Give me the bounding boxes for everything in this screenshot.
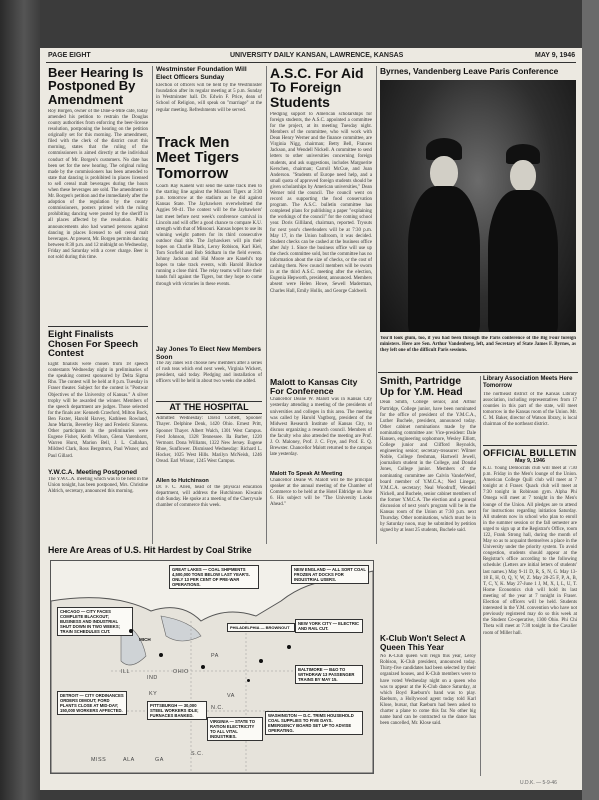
label-mich: MICH	[139, 637, 151, 642]
state-ala: ALA	[123, 757, 135, 763]
note-chicago: CHICAGO — CITY FACES COMPLETE BLACKOUT; BUSINESS AND INDUSTRIAL SHUT DOWN IN TWO WEEKS; TRAIN SCHEDULES CUT.	[57, 607, 133, 636]
face-right	[510, 160, 536, 192]
column-rule	[480, 376, 481, 776]
column-rule	[266, 66, 267, 544]
headline-speech-contest: Eight Finalists Chosen For Speech Contest	[48, 328, 139, 360]
column-1	[48, 66, 148, 507]
marker-new-york	[287, 645, 291, 649]
page-label: PAGE EIGHT	[48, 52, 91, 59]
note-virginia: VIRGINIA — STATE TO RATION ELECTRICITY TO ALL VITAL INDUSTRIES.	[207, 717, 263, 741]
note-detroit: DETROIT — CITY ORDINANCES ORDERS DIMOUT; FORD PLANTS CLOSE AT MID-DAY; 150,000 WORKERS AFFECTED.	[57, 691, 127, 715]
article-library: The northeast district of the Kansas Library association, including representatives from 17 counties in this part of the state, will meet tomorrow in the Kansas room of the Union. Mr. C. M. Baker, director of Watson library, is local chairman of the northeast district.	[483, 391, 577, 428]
photo-byrnes-vandenberg	[380, 80, 576, 332]
article-track: Coach Ray Kanehl will send the same track men to the starting line against the Missouri Tigers at 3:30 p.m. tomorrow at the stadium as he did against Kansas State. The Jayhawkers overwhelmed the Aggies 90-41. The contest will be the Jayhawkers' last meet before next week's conference carnival in Lincoln and will offer a good chance to compare K.U. strength with that of Missouri. Kansas hopes to use its winning weight pattern for its third consecutive outdoor dual title. The Jayhawkers will pin their hopes on Charlie Black, Leroy Robison, Karl Kiel, Tom Scofield and Bob Stidham in the field events. Johnny Jackson and Hal Moore are Kanehl's top hopes to take track events, with Harold Bischoe running a close third. The relay teams will have their hands full against the Tigers, but they hope to come through with victories in these events.	[156, 184, 262, 287]
article-jay-janes: The Jay Janes will choose new members after a series of rush teas which end next week, Virginia Wickert, president, said today. Pledging and installation of officers will be held in about two weeks she added.	[156, 361, 262, 385]
article-ymca: Dean Smith, College senior, and Arthur Partridge, College junior, have been nominated for the office of president of the Y.M.C.A., Luther Buchele, president, announced today. Other cabinet nominations made by the nominating committee are: Vice-president: Dale Hansen, engineering sophomore, Wesley Elliott, College junior and Clifford Reynolds, engineering senior; secretary-treasurer: Wilmer Noble, College freshman, Hartwell Jewell, journalism student in the College, and Donald Jones, College junior. Members of the nominating committee are Calvin VanderWerf, board member of Y.M.C.A.; Ned Linegar, Y.M.C.A. secretary; Neal Woodruff, Wendell Nickell, and Buchele, senior cabinet members of the former Y.M.C.A. The election and a general discussion of next year's program will be in the Kansas room of the Union at 7:30 p.m. next Thursday. Other nominations, which must be in by Saturday noon, may be submitted by petition signed by at least 25 students, Buchele said.	[380, 400, 476, 534]
article-malott: Chancellor Deane W. Malott was in Kansas City yesterday attending a meeting of the presidents of universities and colleges in this area. The meeting was called by Harold Vagtborg, president of the Midwest Research Institute of Kansas City, to discuss organizing a research council. Members of the faculty who also attended the meeting are Prof. J. O. Maloney, Prof. J. C. Frye, and Prof. E. Q. Brewster. Chancellor Malott returned to the campus late yesterday.	[270, 397, 372, 458]
hospital-title: AT THE HOSPITAL	[156, 401, 262, 414]
paper-line: UNIVERSITY DAILY KANSAN, LAWRENCE, KANSAS	[230, 52, 404, 59]
headline-library: Library Association Meets Here Tomorrow	[483, 376, 573, 389]
bulletin-date: May 9, 1946	[515, 457, 545, 464]
state-sc: S.C.	[191, 751, 204, 757]
state-ohio: OHIO	[173, 669, 189, 675]
note-new-york: NEW YORK CITY — ELECTRIC AND RAIL CUT.	[295, 619, 363, 633]
state-ga: GA	[155, 757, 164, 763]
hospital-list: Admitted Wednesday: David Corbett, Spooner Thayer. Delphine Denk, 1420 Ohio. Ernest Pritt, Spooner Thayer. Albert Walch, 1301 West Campus. Fred Johnson, 1328 Tennessee. Ila Barber, 1220 Vermont. Dona Williams, 1322 New Jersey. Eugene Rhoe, Sunflower. Dismissed Wednesday: Richard L. Hocker, 1025 West Hills. Marilyn McNeish, 1246 Oread. Earl Winsor, 1245 West Campus.	[156, 416, 262, 465]
article-westminster: Election of officers will be held by the Westminster foundation after its regular meeting at 5 p.m. Sunday in Westminster hall. Dr. Edwin F. Price, dean of School of Religion, will speak on "marriage" at the regular meeting. Refreshments will be served.	[156, 83, 262, 113]
headline-track: Track Men Meet Tigers Tomorrow	[156, 134, 240, 182]
state-va: VA	[227, 693, 235, 699]
marker-washington	[247, 679, 250, 682]
footer-stamp: U.D.K. — 5-9-46	[520, 780, 557, 786]
page-edge-shadow	[582, 0, 599, 800]
note-great-lakes: GREAT LAKES — COAL SHIPMENTS 4,500,000 TONS BELOW LAST YEAR'S. ONLY 13 PER CENT OF PRE-WAR OPERATIONS.	[169, 565, 259, 589]
article-asc: Pledging support to American scholarships for foreign students, the A.S.C. appointed a committee for the project, at its meeting Tuesday night. Members of the committee, who will work with Dean Henry Werner and the finance committee, are Virginia Nigg, chairman; Betty Bell, Frances Jackson, and Wendell Nickell. A committee to send letters to other universities concerning foreign students, and ask suggestions, includes Marguerite Kerschen, chairman; Carroll McCue, and Joan Anderson. "Students of Europe need help, and a small quota of approved foreign students should be given scholarships by American universities," Dean Werner told the council. The council went on record as supporting the food conservation program. The A.S.C. bulletin committee has completed plans for publishing a paper "explaining the workings of the council" for the coming school year. Doris Gilliland, chairman, reported. Tryouts for next year's cheerleaders will be at 7:30 p.m. May 17, in the Union ballroom, it was decided. Student checks can be cashed at the business office after July 1. Since the business office will use up the check committee sold, but the committee has no information about the size of checks, or the cost of cashing them. New council members will be sworn in at the third A.S.C. meeting after the election, Eugenia Hepworth, president, announced. Members absent were Helen Howe, Sewell Maderman, Charles Hall, Emily Hollis, and George Caldwell.	[270, 111, 372, 294]
marker-pittsburgh	[201, 665, 205, 669]
article-malott-speak: Chancellor Deane W. Malott will be the principal speaker at the annual meeting of the Chamber of Commerce to be held at the Hotel Eldridge on June 6. His subject will be "The University Looks Ahead."	[270, 477, 372, 508]
article-allen: Dr. F. C. Allen, head of the physical education department, will address the Hutchinson Kiwanis club Sunday. He spoke at a meeting of the Cherryvale chamber of commerce this week.	[156, 484, 262, 509]
state-ind: IND	[147, 675, 158, 681]
headline-malott-speak: Malott To Speak At Meeting	[270, 471, 343, 478]
headline-beer-hearing: Beer Hearing Is Postponed By Amendment	[48, 65, 144, 107]
newspaper-page	[40, 48, 582, 790]
headline-westminster: Westminster Foundation Will Elect Officers Sunday	[156, 66, 247, 81]
marker-philadelphia	[259, 659, 263, 663]
photo-block	[378, 66, 578, 354]
photo-headline: Byrnes, Vandenberg Leave Paris Conference	[380, 66, 559, 76]
state-ky: KY	[149, 691, 158, 697]
map-title: Here Are Areas of U.S. Hit Hardest by Coal Strike	[48, 545, 252, 555]
face-left	[430, 156, 458, 190]
note-philadelphia: PHILADELPHIA — BROWNOUT	[227, 623, 295, 632]
column-4	[380, 376, 476, 776]
figure-byrnes	[488, 190, 558, 332]
article-beer-hearing: Roy Borgen, owner of the Dine-a-Mite cafe, today amended his petition to restrain the Douglas county authorities from enforcing the beer-license resolution, postponing the hearing on the petition originally set for this morning. The amendment, filed with the clerk of the district court this morning, states that the ruling of the commissioners is aimed directly at the individual conduct of Mr. Borgen's customers. No date has been set for the new hearing. The original ruling made by the commissioners has been amended to state that dancing is prohibited in places licensed to sell cereal malt beverages during the hours when these beverages are sold. The amendment to Mr. Borgen's petition and the immediately after the adoption of the regulation by the county commissioners, posters printed with the ruling prohibiting dancing were posted by the sheriff in all places affected by the resolution. Public announcements also had warned persons against dancing in places licensed to sell cereal malt beverages. At present, Mr. Borgen permits dancing between 8:30 p.m. and 12 midnight on Wednesday, Friday and Saturday with a cover charge. Beer is not sold during this time.	[48, 108, 148, 260]
column-rule	[152, 66, 153, 544]
state-ill: ILL	[121, 669, 130, 675]
column-2	[156, 66, 262, 517]
photo-caption: You'll look glum, too, if you had been through the Paris conference of the Big Four foreign ministers. Here are Sen. Arthur Vandenberg, left, and Secretary of State James F. Byrnes, as they left one of the difficult Paris sessions.	[380, 336, 576, 354]
headline-allen: Allen to Hutchinson	[156, 478, 209, 485]
headline-jay-janes: Jay Jones To Elect New Members Soon	[156, 346, 262, 361]
column-rule	[376, 66, 377, 544]
state-miss: MISS	[91, 757, 107, 763]
column-3	[270, 66, 372, 520]
masthead-rule	[46, 62, 576, 63]
figure-vandenberg	[408, 186, 480, 332]
marker-detroit	[159, 653, 163, 657]
divider	[48, 326, 148, 327]
article-ywca: The Y.W.C.A. meeting which was to be held in the Union tonight, has been postponed, Mrs. Christine Aldrich, secretary, announced this morning.	[48, 476, 148, 494]
binding-edge	[0, 0, 40, 800]
headline-asc: A.S.C. For Aid To Foreign Students	[270, 65, 364, 110]
bulletin-body: K.U. Young Democrats club will meet at 7:30 p.m. Friday in the Men's lounge of the Union. American College Quill club will meet at 7 tonight at 4 Fraser. Quack club will meet at 7:30 tonight in Robinson gym. Alpha Phi Omega will meet at 7 tonight in the Men's lounge of the Union. All pledges are to attend for instructions regarding initiation Saturday. All students now in school who plan to enroll in the summer session or the fall semester are urged to sign up at the Registrar's Office, room 122, Frank Strong hall, during the month of May so as to acquaint themselves a place in the University under the priority system. To avoid congestion, students should appear at the Registrar's office according to the following schedule: (Letters are initial letters of students' last names.) May 9-11 D, R, S, N, G. May 13-18 E, H, O, Q, V, W, Z. May 20-25 F, P, A, B, T, C, Y, K. May 27-June 1 J, M, X, I, L, U, T. Home Economics club will hold its last meeting of the year at 7 tonight in Fraser. Election of officers will be held. Students interested in the Y.M. convention who have not previously registered may do so this week at the Student Co-operative, 1300 Ohio. Phi Chi Theta will meet at 7:30 tonight in the Cavalier room of Miller hall.	[483, 465, 577, 636]
bulletin-title: OFFICIAL BULLETIN	[483, 445, 577, 458]
state-nc: N.C.	[211, 705, 224, 711]
marker-chicago	[129, 629, 133, 633]
state-pa: PA	[211, 653, 219, 659]
headline-kclub: K-Club Won't Select A Queen This Year	[380, 634, 466, 652]
headline-malott: Malott to Kansas City For Conference	[270, 376, 358, 396]
headline-ymca: Smith, Partridge Up for Y.M. Head	[380, 375, 463, 398]
coal-strike-map	[50, 560, 374, 774]
article-speech-contest: Eight finalists were chosen from 18 speech contestants Wednesday night in preliminaries of the speaking contest sponsored by Delta Sigma Rho. The contest will be held at 8 p.m. Tuesday in Fraser theater. Subject for the contest is "Postwar Objectives of the University of Kansas." A silver trophy will be awarded the winner. Members of the speech department are judges. Those selected for the finals are: Kenneth Crawford, Milton Bock, Ben Faxter, Harold Harvey, Kathleen Rowland, June Marrin, Beverley Hoy and Frederic Slavens. Other participants in the preliminaries were Eugene Fisher, Keith Wilson, Glenn Varenhorst, Warren Hurst, Marion Bell, J. L. Callahan, Mildred Clark, Ross Bergstrom, Paul Wisner, and Paul Gillard.	[48, 362, 148, 459]
divider	[378, 372, 578, 373]
column-5	[483, 376, 577, 766]
note-new-england: NEW ENGLAND — ALL SORT COAL FROZEN AT DOCKS FOR INDUSTRIAL USERS.	[291, 565, 369, 584]
article-kclub: No K-Club queen will reign this year, Leroy Robison, K-Club president, announced today. Thirty-five candidates had been selected by their organized houses, and K-Club members were to have voted Wednesday night on a queen who was to appear at the K-Club dance Saturday, at which Boyd Raeburn's band was to play. Raeburn, a Hollywood agent today told Karl Klose, bursar, that Raeburn had been asked to charter a plane to come this far. No other big name band can be contracted so the dance has been cancelled, Mr. Klose said.	[380, 654, 476, 727]
issue-date: MAY 9, 1946	[535, 52, 576, 59]
note-washington: WASHINGTON — D.C. TRIMS HOUSEHOLD COAL SUPPLIES TO FIVE DAYS. EMERGENCY BOARD SET UP TO ADVISE OPERATING.	[265, 711, 363, 735]
note-baltimore: BALTIMORE — B&O TO WITHDRAW 13 PASSENGER TRAINS BY MAY 15.	[295, 665, 363, 684]
note-pittsburgh: PITTSBURGH — 30,000 STEEL WORKERS IDLE; FURNACES BANKED.	[147, 701, 207, 720]
headline-ywca: Y.W.C.A. Meeting Postponed	[48, 469, 138, 477]
